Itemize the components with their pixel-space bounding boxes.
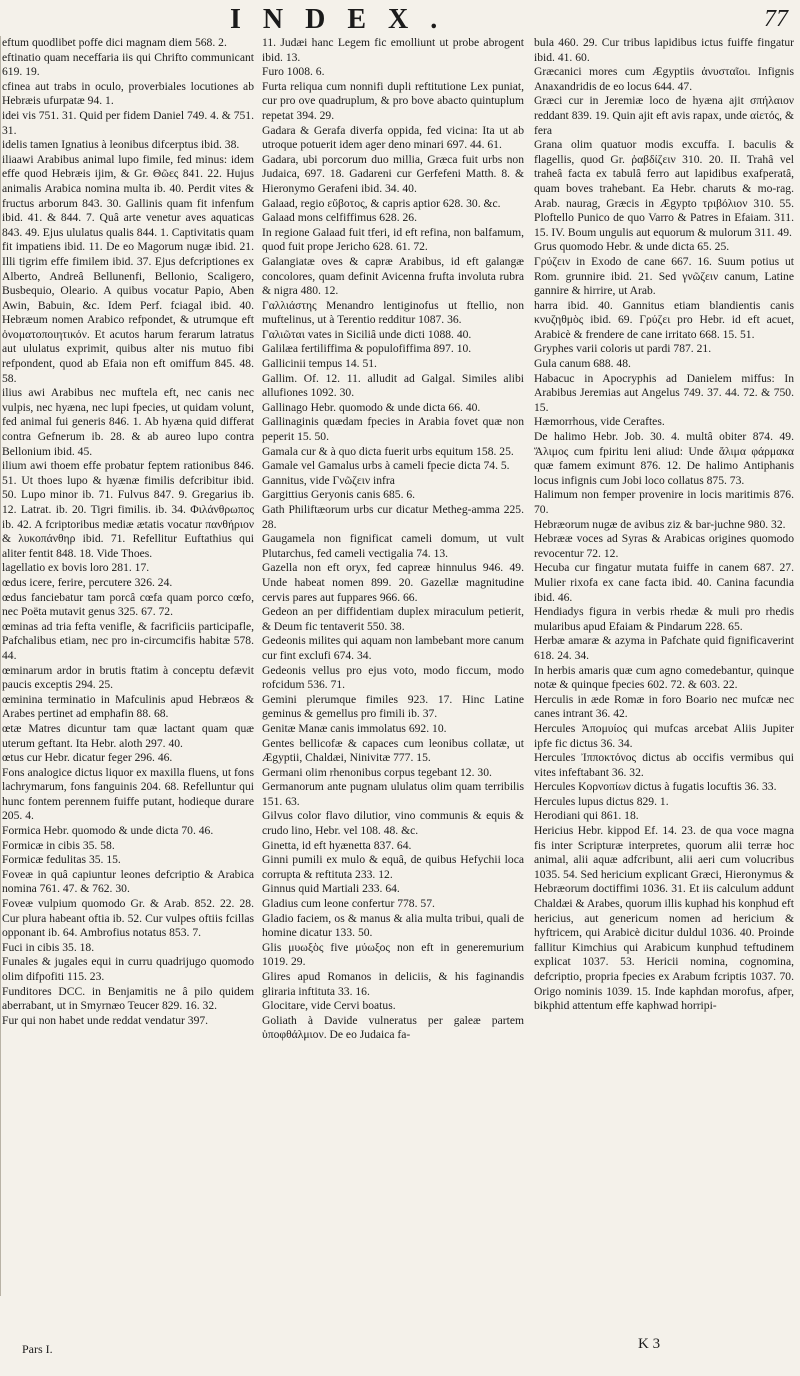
index-entry: Germanorum ante pugnam ululatus olim quam terribilis 151. 63. (262, 780, 524, 808)
index-entry: idelis tamen Ignatius à leonibus difcerptus ibid. 38. (2, 138, 240, 152)
index-entry: In regione Galaad fuit tferi, id eft refina, non balfamum, quod fuit prope Jericho 628. 61. 72. (262, 225, 524, 254)
index-entry: Halimum non femper provenire in locis maritimis 876. 70. (534, 488, 794, 516)
index-entry: œdus fanciebatur tam porcâ cœfa quam porco cœfo, nec Poëta mutavit genus 325. 67. 72. (2, 590, 254, 619)
index-entry: Hæmorrhous, vide Ceraftes. (534, 415, 665, 429)
index-entry: Græci cur in Jeremiæ loco de hyæna ajit σπήλαιον reddant 839. 19. Quin ajit eft avis rapax, unde αἰετός, & fera (534, 94, 794, 137)
index-entry: Gallim. Of. 12. 11. alludit ad Galgal. Similes alibi allufiones 1092. 30. (262, 371, 524, 400)
index-entry: Γαλλιάστης Menandro lentiginofus ut ftellio, non muftelinus, ut à Terentio redditur 1087. 36. (262, 298, 524, 327)
index-entry: œminarum ardor in brutis ftatim à conceptu defævit paucis exceptis 294. 25. (2, 663, 254, 692)
index-entry: Funditores DCC. in Benjamitis ne â pilo quidem aberrabant, ut in Smyrnæo Teucer 829. 16. 32. (2, 984, 254, 1013)
index-entry: Gath Philiftæorum urbs cur dicatur Metheg-amma 225. 28. (262, 503, 524, 531)
index-entry: Gentes bellicofæ & capaces cum leonibus collatæ, ut Ægyptii, Chaldæi, Ninivitæ 777. 15. (262, 736, 524, 765)
index-entry: cfinea aut trabs in oculo, proverbiales locutiones ab Hebræis ufurpatæ 94. 1. (2, 79, 254, 108)
index-entry: lagellatio ex bovis loro 281. 17. (2, 561, 150, 575)
index-entry: Formicæ fedulitas 35. 15. (2, 853, 121, 867)
index-entry: Fur qui non habet unde reddat vendatur 397. (2, 1013, 209, 1027)
index-entry: Glis μυωξὸς five μύωξος non eft in generemurium 1019. 29. (262, 940, 524, 969)
index-entry: Herbæ amaræ & azyma in Pafchate quid fignificaverint 618. 24. 34. (534, 634, 794, 662)
index-entry: Gannitus, vide Γνῶζειν infra (262, 473, 395, 487)
index-entry: Hercules lupus dictus 829. 1. (534, 794, 669, 808)
index-entry: Gedeonis vellus pro ejus voto, modo ficcum, modo rofcidum 536. 71. (262, 663, 524, 692)
index-entry: Galangiatæ oves & capræ Arabibus, id eft galangæ concolores, quam definit Avicenna frufta involuta rubra & nigra 480. 12. (262, 254, 524, 298)
index-entry: Germani olim rhenonibus corpus tegebant 12. 30. (262, 765, 492, 779)
index-entry: Glires apud Romanos in deliciis, & his faginandis gliraria inftituta 33. 16. (262, 970, 524, 998)
index-entry: Gladio faciem, os & manus & alia multa tribui, quali de homine dicatur 133. 50. (262, 911, 524, 940)
index-entry: Gemini plerumque fimiles 923. 17. Hinc Latine geminus & gemellus pro fimili ib. 37. (262, 692, 524, 721)
index-entry: Gryphes varii coloris ut pardi 787. 21. (534, 342, 712, 356)
index-entry: Glocitare, vide Cervi boatus. (262, 999, 396, 1013)
index-entry: œminina terminatio in Mafculinis apud Hebræos & Arabes pertinet ad emphafin 88. 68. (2, 692, 254, 721)
index-entry: Ginnus quid Martiali 233. 64. (262, 882, 400, 896)
index-entry: Foveæ vulpium quomodo Gr. & Arab. 852. 22. 28. Cur plura habeant oftia ib. 52. Cur vulpes oftiis fcillas opponant ib. 64. Ambrofius notatus 853. 7. (2, 897, 254, 940)
index-entry: Formica Hebr. quomodo & unde dicta 70. 46. (2, 824, 214, 838)
index-entry: Herodiani qui 861. 18. (534, 809, 639, 823)
index-column-1 (0, 36, 254, 1336)
index-entry: Hercules Ἰπποκτόνος dictus ab occifis vermibus qui vites infeftabant 36. 32. (534, 751, 794, 779)
running-title: INDEX. (230, 4, 460, 35)
index-entry: Hericius Hebr. kippod Ef. 14. 23. de qua voce magna fis inter Scripturæ interpretes, quorum alii terræ hoc animal, alii aquæ adfcribunt, alii aeri cum volucribus 1035. 54. Sed hericium explicant Græci, Hieronymus & Hebræorum doctiffimi 1036. 31. Et iis calculum addunt Chaldæi & Arabes, quorum illis kuphad his konphud eft hericius, aut genericum nomen ad hericium & hyftricem, qui Arabicè dicitur duldul 1036. 40. Proinde fallitur Kimchius qui Arabicum kunphud teftudinem explicat 1037. 53. Hericii nomina, cognomina, defcriptio, propria fpecies ex Arabum fcriptis 1037. 70. Origo nominis 1039. 15. Inde kaphdan morofus, afper, bikphid attentum effe kaphwad horripi- (534, 824, 794, 1013)
gathering-signature: K 3 (638, 1336, 661, 1352)
index-entry: Habacuc in Apocryphis ad Danielem miffus: In Arabibus Jeremias aut Angelus 749. 37. 44. 72. & 750. 15. (534, 371, 794, 414)
index-entry: eftum quodlibet poffe dici magnam diem 568. 2. (2, 36, 227, 49)
index-entry: Hendiadys figura in verbis rhedæ & muli pro rhedis mularibus apud Efaiam & Pindarum 228. 65. (534, 605, 794, 633)
volume-label: Pars I. (22, 1342, 53, 1356)
index-entry: Hercules Ἀπομυίος qui mufcas arcebat Aliis Jupiter ipfe fic dictus 36. 34. (534, 721, 794, 750)
index-entry: Fons analogice dictus liquor ex maxilla fluens, ut fons lachrymarum, fons fanguinis 204. 68. Refelluntur qui hunc fontem perennem fuiffe putant, hodieque durare 205. 4. (2, 765, 254, 823)
index-entry: Gladius cum leone confertur 778. 57. (262, 897, 435, 911)
index-column-3 (534, 36, 794, 1336)
index-entry: Foveæ in quâ capiuntur leones defcriptio & Arabica nomina 761. 47. & 762. 30. (2, 867, 254, 896)
index-entry: Formicæ in cibis 35. 58. (2, 838, 115, 852)
index-entry: Gaugamela non fignificat cameli domum, ut vult Plutarchus, fed cameli vectigalia 74. 13. (262, 532, 524, 560)
index-entry: Γρύζειν in Exodo de cane 667. 16. Suum potius ut Rom. grunnire ibid. 21. Sed γνῶζειν canum, Latine gannire & hirrire, ut Arab. (534, 254, 794, 298)
index-entry: Gedeonis milites qui aquam non lambebant more canum cur fint exclufi 674. 34. (262, 634, 524, 662)
index-entry: Grus quomodo Hebr. & unde dicta 65. 25. (534, 240, 730, 254)
index-entry: Hecuba cur fingatur mutata fuiffe in canem 687. 27. Mulier rixofa ex cane facta ibid. 40. Canina facundia ibid. 46. (534, 561, 794, 604)
index-entry: Hebræorum nugæ de avibus ziz & bar-juchne 980. 32. (534, 517, 786, 531)
index-entry: Γαλιῶται vates in Siciliâ unde dicti 1088. 40. (262, 327, 472, 341)
index-entry: harra ibid. 40. Gannitus etiam blandientis canis κνυζηθμὸς ibid. 69. Γρύζει pro Hebr. id eft acuet, Arabicè & frendere de cane irritato 668. 15. 51. (534, 298, 794, 341)
index-entry: Hercules Κορνοπίων dictus à fugatis locuftis 36. 33. (534, 780, 777, 794)
running-head (0, 4, 800, 38)
index-entry: 11. Judæi hanc Legem fic emolliunt ut probe abrogent ibid. 13. (262, 36, 524, 64)
index-entry: Herculis in æde Romæ in foro Boario nec mufcæ nec canes intrant 36. 42. (534, 692, 794, 721)
index-entry: Gazella non eft oryx, fed capreæ hinnulus 946. 49. Unde habeat nomen 899. 20. Gazellæ magnitudine cervis pares aut fuppares 966. 66. (262, 561, 524, 604)
index-entry: Ginni pumili ex mulo & equâ, de quibus Hefychii loca corrupta & reftituta 233. 12. (262, 853, 524, 881)
index-entry: Goliath à Davide vulneratus per galeæ partem ὑποφθάλμιον. De eo Judaica fa- (262, 1013, 524, 1042)
index-entry: œminas ad tria fefta venifle, & facrificiis participafle, Pafchalibus etiam, nec pro in-circumcifis habitæ 578. 44. (2, 619, 254, 662)
index-entry: Genitæ Manæ canis immolatus 692. 10. (262, 721, 447, 735)
index-entry: idei vis 751. 31. Quid per fidem Daniel 749. 4. & 751. 31. (2, 108, 254, 137)
index-entry: De halimo Hebr. Job. 30. 4. multâ obiter 874. 49. Ἅλιμος cum fpiritu leni aliud: Unde ἄλιμα φάρμακα quæ famem eximunt 876. 12. De halimo Antiphanis locus infignis cum Jobi loco collatus 875. 73. (534, 430, 794, 487)
index-entry: Gadara, ubi porcorum duo millia, Græca fuit urbs non Judaica, 697. 18. Gadareni cur Gerfefeni Matth. 8. & Hieronymo Gerafeni ibid. 34. 40. (262, 152, 524, 195)
index-entry: Gallicinii tempus 14. 51. (262, 357, 377, 371)
index-entry: In herbis amaris quæ cum agno comedebantur, quinque notæ & quinque fpecies 602. 72. & 603. 22. (534, 663, 794, 692)
index-entry: œtus cur Hebr. dicatur feger 296. 46. (2, 751, 173, 765)
index-entry: Hebrææ voces ad Syras & Arabicas origines quomodo revocentur 72. 12. (534, 532, 794, 560)
index-entry: Gadara & Gerafa diverfa oppida, fed vicina: Ita ut ab utroque potuerit idem ager deno minari 697. 44. 61. (262, 123, 524, 152)
index-entry: Galaad, regio εὔβοτος, & capris aptior 628. 30. &c. (262, 196, 501, 210)
index-entry: ilium awi thoem effe probatur feptem rationibus 846. 51. Ut thoes lupo & hyænæ fimilis defcribitur ibid. 50. Lupo minor ib. 71. Fulvus 847. 9. Gregarius ib. 12. Latrat. ib. 20. Tigri fimilis. ib. 34. Φιλάνθρωπος ib. 42. A fcriptoribus mediæ ætatis vocatur πανθήριον & λυκοπάνθηρ ibid. 71. Refellitur Euftathius qui aliter fentit 848. 18. Vide Thoes. (2, 459, 254, 560)
index-entry: bula 460. 29. Cur tribus lapidibus ictus fuiffe fingatur ibid. 41. 60. (534, 36, 794, 64)
index-entry: Funales & jugales equi in curru quadrijugo quomodo olim difpofiti 115. 23. (2, 955, 254, 983)
index-entry: Galilæa fertiliffima & populofiffima 897. 10. (262, 342, 472, 356)
index-entry: Galaad mons celfiffimus 628. 26. (262, 211, 417, 225)
index-entry: iliaawi Arabibus animal lupo fimile, fed minus: idem effe quod Hebræis ijim, & Gr. Θῶες 841. 22. Hujus animalis Arabica nomina multa ib. 40. Perdit vites & fructus arborum 843. 30. Gallinis quam fit infenfum ibid. 41. & 844. 7. Quâ arte venetur aves aquaticas 843. 49. Ejus ululatus qualis 844. 1. Captivitatis quam fit impatiens ibid. 11. De eo Magorum nugæ ibid. 21. Illi tigrim effe fimilem ibid. 37. Ejus defcriptiones ex Alberto, Andreâ Bellunenfi, Bellonio, Scaligero, Busbequio, Oleario. A quibus vocatur Papio, Aben Awin, Babuin, &c. Idem Perf. fciagal ibid. 40. Hebræum nomen Arabico refpondet, & utrumque eft ὀνοματοποιητικόν. Et acutos harum ferarum latratus aut ululatus exprimit, quibus alter nis mutuo fibi refpondent, quod ab Efaia non eft omiffum 845. 48. 58. (2, 152, 254, 385)
index-entry: Furta reliqua cum nonnifi dupli reftitutione Lex puniat, cur pro ove quadruplum, & pro bove abacto quintuplum repetat 394. 29. (262, 79, 524, 122)
index-entry: Gargittius Geryonis canis 685. 6. (262, 488, 416, 502)
index-entry: eftinatio quam neceffaria iis qui Chrifto communicant 619. 19. (2, 50, 254, 79)
index-entry: Ginetta, id eft hyænetta 837. 64. (262, 838, 412, 852)
index-entry: Grana olim quatuor modis excuffa. I. baculis & flagellis, quod Gr. ῥαβδίζειν 310. 20. II. Trahâ vel traheâ facta ex tabulâ ferro aut lapidibus exafperatâ, quam boves trahebant. Ea Hebr. charuts & mo-rag. Arab. naurag, Græcis in Ægypto τριβόλιον 310. 55. Ploftello Punico de quo Varro & Patres in Efaiam. 311. 15. IV. Boum ungulis aut equorum & mulorum 311. 49. (534, 138, 794, 239)
index-entry: Gallinaginis quædam fpecies in Arabia fovet quæ non peperit 15. 50. (262, 415, 524, 444)
index-entry: Gula canum 688. 48. (534, 357, 631, 371)
index-entry: Gedeon an per diffidentiam duplex miraculum petierit, & Deum fic tentaverit 550. 38. (262, 605, 524, 633)
page-number: 77 (764, 6, 788, 32)
index-entry: œdus icere, ferire, percutere 326. 24. (2, 575, 173, 589)
index-entry: ilius awi Arabibus nec muftela eft, nec canis nec vulpis, nec hyæna, nec lupi fpecies, ut quidam volunt, fed animal fui generis 846. 1. Ab hyæna quid differat contra Gefnerum ib. 28. & ab aureo lupo contra Bellonium ibid. 45. (2, 386, 254, 458)
index-entry: Gamala cur & à quo dicta fuerit urbs equitum 158. 25. (262, 444, 514, 458)
index-entry: œtæ Matres dicuntur tam quæ lactant quam quæ uterum geftant. Ita Hebr. aloth 297. 40. (2, 721, 254, 750)
page-footer (0, 1336, 800, 1362)
index-column-2 (262, 36, 524, 1336)
index-entry: Gilvus color flavo dilutior, vino communis & equis & crudo lino, Hebr. vel 108. 48. &c. (262, 809, 524, 838)
index-entry: Græcanici mores cum Ægyptiis ἀνυσταῖοι. Infignis Anaxandridis de eo locus 644. 47. (534, 65, 794, 93)
index-entry: Fuci in cibis 35. 18. (2, 940, 95, 954)
index-entry: Gamale vel Gamalus urbs à cameli fpecie dicta 74. 5. (262, 459, 510, 473)
index-entry: Gallinago Hebr. quomodo & unde dicta 66. 40. (262, 400, 481, 414)
index-entry: Furo 1008. 6. (262, 65, 325, 79)
